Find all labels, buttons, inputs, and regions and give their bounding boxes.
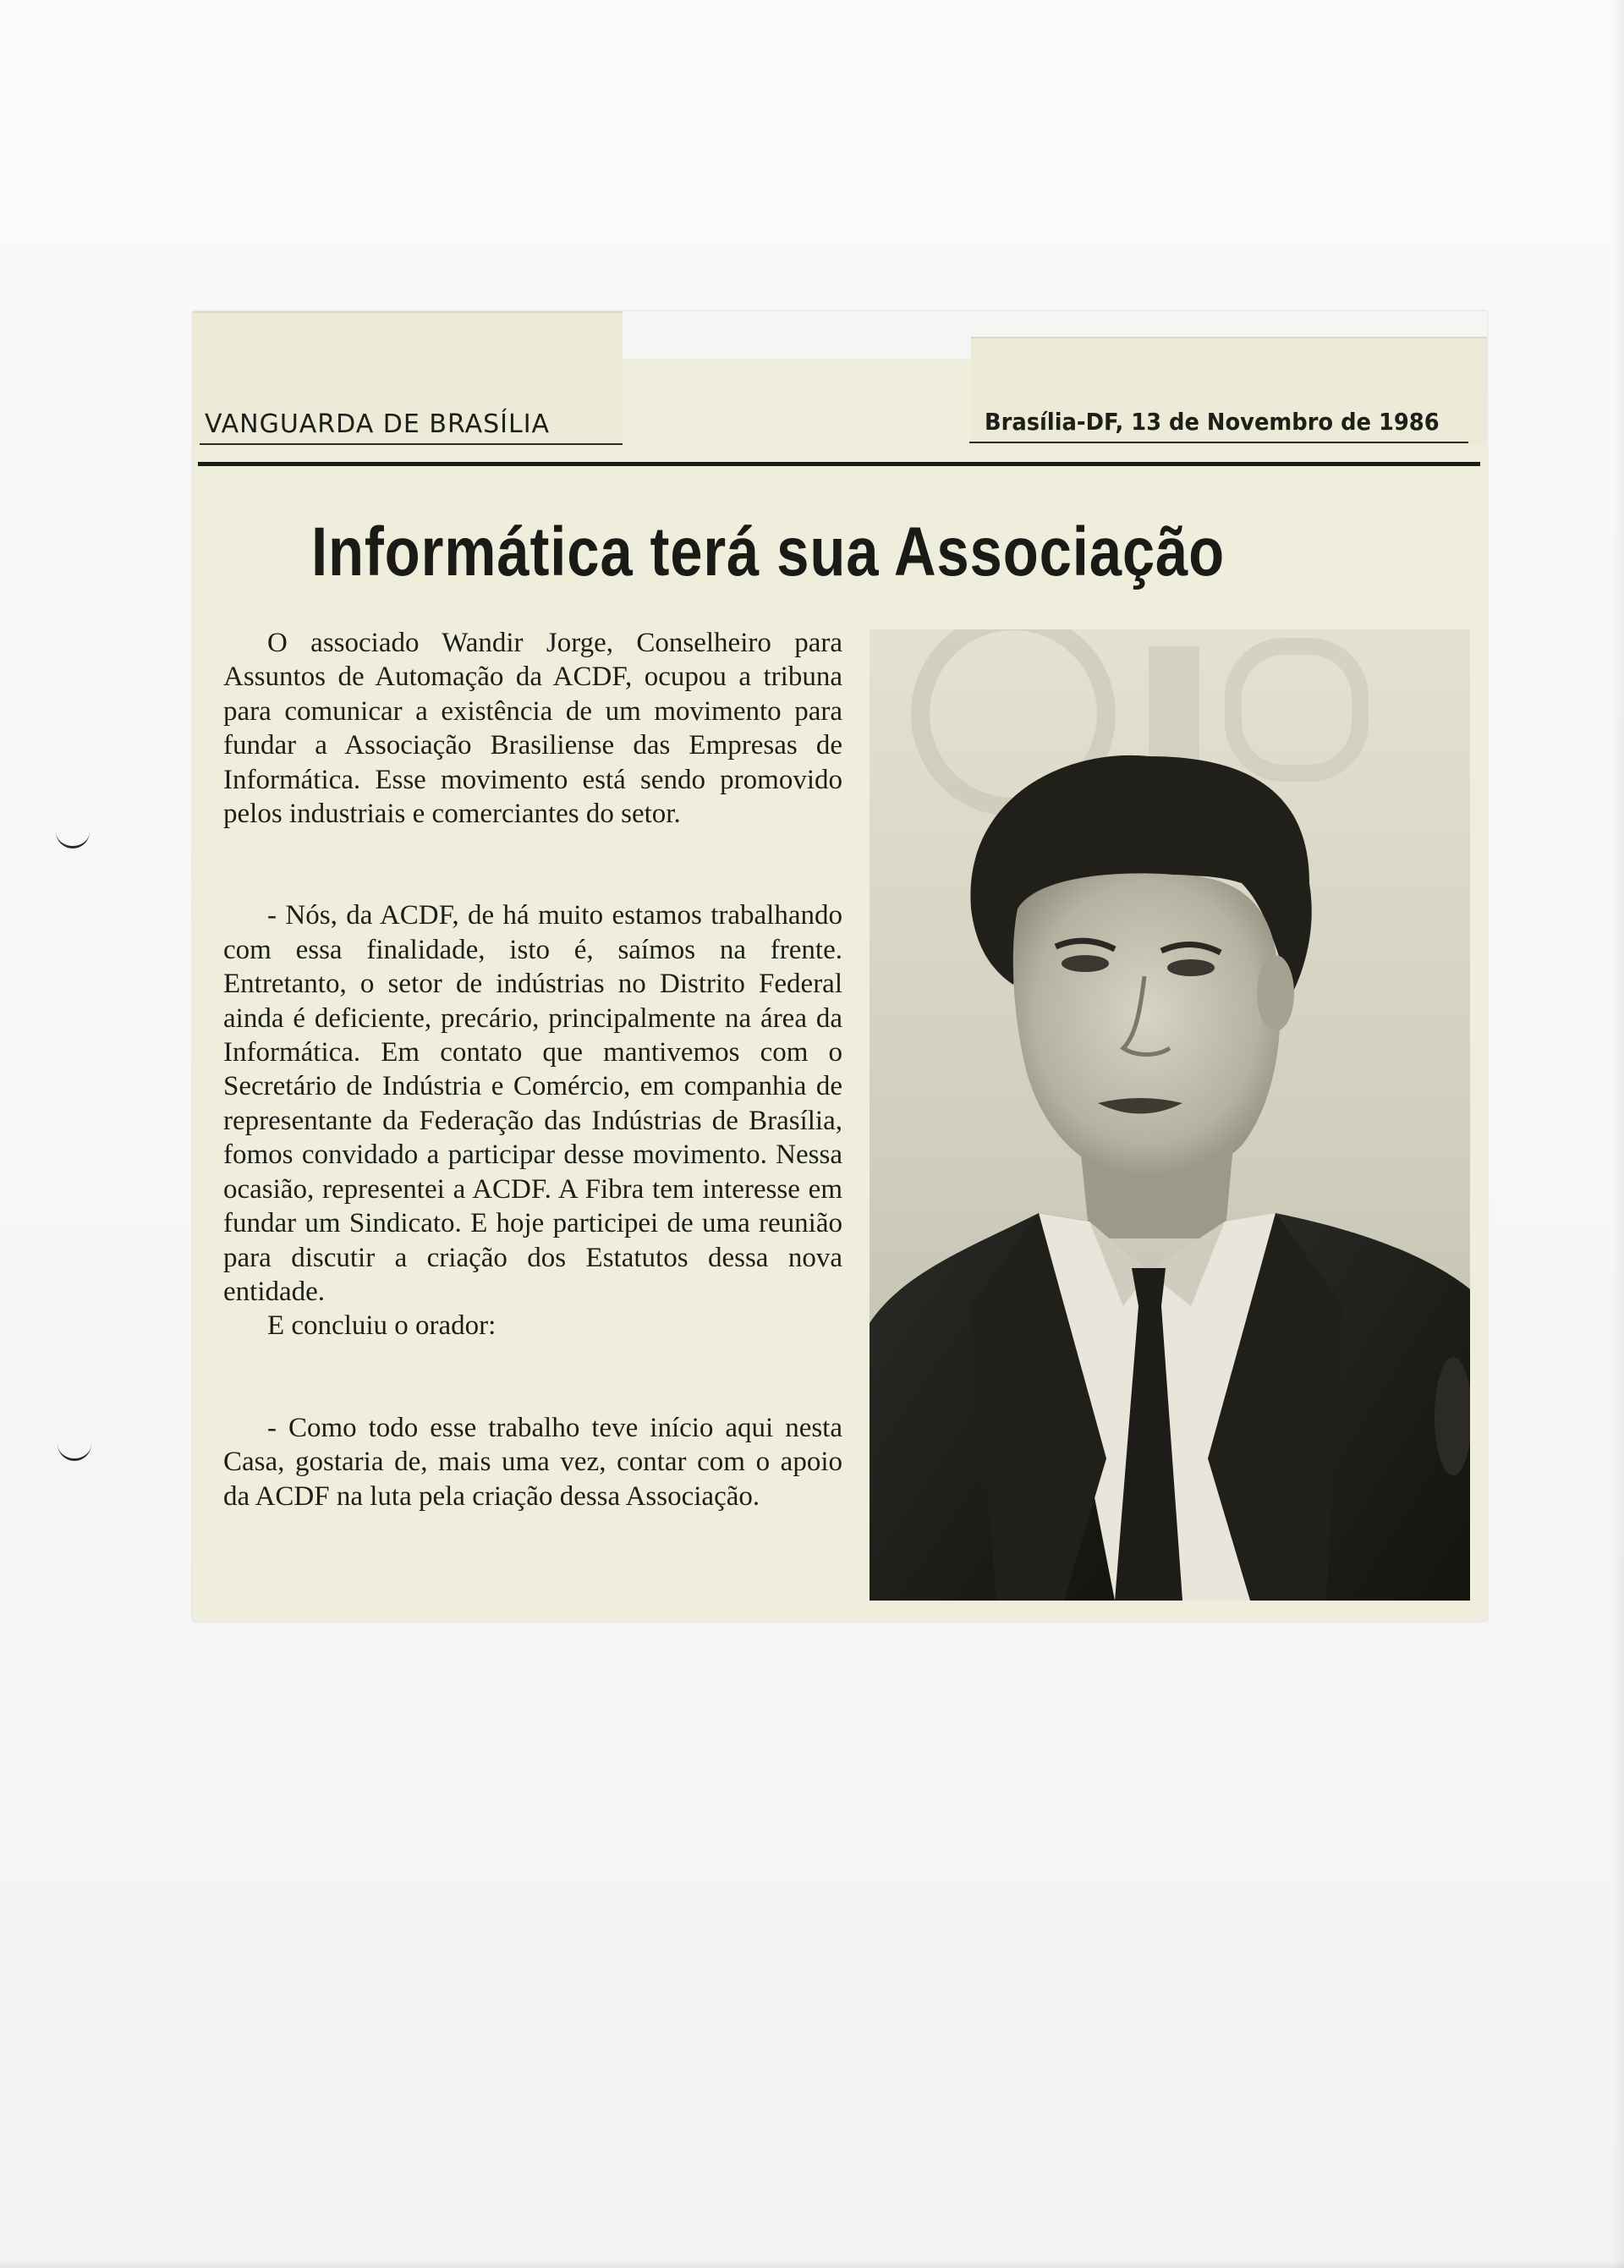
masthead-rule [200,443,623,445]
paragraph-spacer [223,831,842,898]
page-bottom-shadow [0,2260,1624,2268]
paragraph-intro: O associado Wandir Jorge, Conselheiro para Assuntos de Automação da ACDF, ocupou a tribuna para comunicar a existência de um movimento para fundar a Associação Brasiliense das Empresas de Informática. Esse movimento está sendo promovido pelos industriais e comerciantes do setor. [223,628,842,830]
newspaper-clipping [193,311,1487,1621]
portrait-photo [870,629,1470,1601]
paragraph-spacer [223,1343,842,1411]
article-body [223,626,842,1513]
paragraph-conclusion: E concluiu o orador: [267,1310,497,1342]
paragraph-closing-quote: - Como todo esse trabalho teve início aqui nesta Casa, gostaria de, mais uma vez, contar com o apoio da ACDF na luta pela criação dessa Associação. [223,1412,842,1512]
dateline: Brasília-DF, 13 de Novembro de 1986 [985,408,1440,436]
paragraph-quote: - Nós, da ACDF, de há muito estamos trabalhando com essa finalidade, isto é, saímos na frente. Entretanto, o setor de indústrias no Distrito Federal ainda é deficiente, precário, principalmente na área da Informática. Em contato que mantivemos com o Secretário de Indústria e Comércio, em companhia de representante da Federação das Indústrias de Brasília, fomos convidado a participar desse movimento. Nessa ocasião, representei a ACDF. A Fibra tem interesse em fundar um Sindicato. E hoje participei de uma reunião para discutir a criação dos Estatutos dessa nova entidade. [223,900,842,1307]
newspaper-name: VANGUARDA DE BRASÍLIA [205,409,551,439]
header-divider [198,462,1480,466]
masthead-rule [969,442,1468,443]
headline: Informática terá sua Associação [311,513,1226,590]
page-edge-shadow [1612,0,1624,2268]
portrait-photo-image [870,629,1470,1601]
